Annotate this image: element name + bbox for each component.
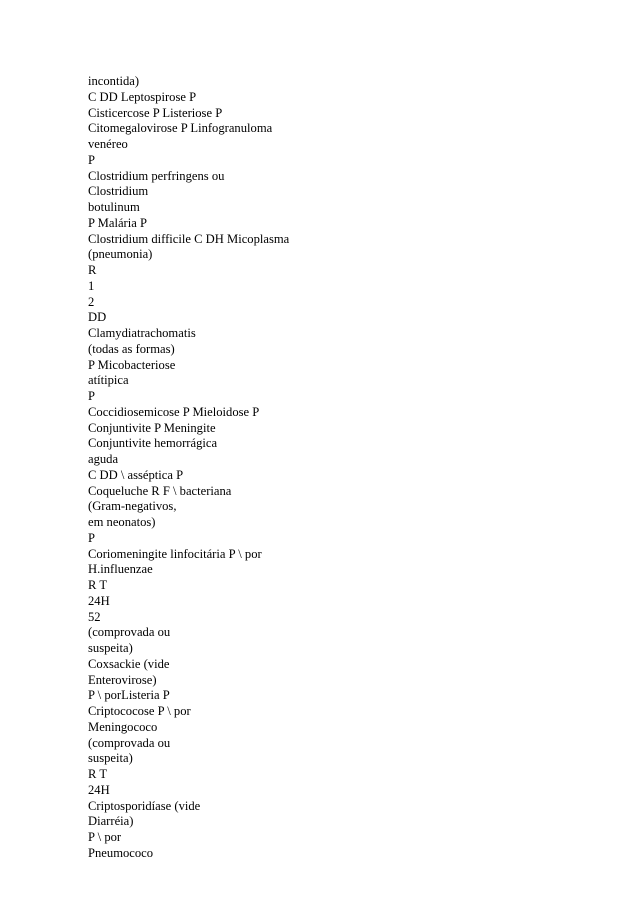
- text-line: 2: [88, 294, 95, 309]
- text-line: Clostridium perfringens ou: [88, 168, 225, 183]
- text-line: Conjuntivite hemorrágica: [88, 436, 218, 451]
- text-line: C DD Leptospirose P: [88, 89, 197, 104]
- text-line: H.influenzae: [88, 562, 153, 577]
- text-line: aguda: [88, 452, 119, 466]
- text-line: botulinum: [88, 200, 140, 214]
- text-line: P \ porListeria P: [88, 688, 170, 703]
- text-line: Enterovirose): [88, 672, 157, 687]
- text-line: R T: [88, 767, 108, 781]
- text-line: P Malária P: [88, 215, 147, 230]
- text-line: 1: [88, 278, 95, 293]
- text-line: 52: [88, 609, 101, 624]
- text-line: P: [88, 152, 96, 167]
- text-line: C DD \ asséptica P: [88, 467, 184, 482]
- text-line: DD: [88, 310, 107, 325]
- text-line: 24H: [88, 782, 110, 797]
- text-line: incontida): [88, 74, 140, 88]
- text-line: 24H: [88, 593, 110, 608]
- text-line: Diarréia): [88, 814, 134, 829]
- text-line: P: [88, 530, 96, 545]
- document-page: [88, 74, 608, 862]
- text-line: P \ por: [88, 830, 122, 844]
- text-line: Coriomeningite linfocitária P \ por: [88, 546, 262, 561]
- text-line: (pneumonia): [88, 247, 153, 262]
- text-line: Coxsackie (vide: [88, 656, 170, 671]
- text-line: Meningococo: [88, 719, 158, 734]
- text-line: venéreo: [88, 137, 128, 151]
- text-line: (Gram-negativos,: [88, 499, 177, 514]
- text-line: em neonatos): [88, 515, 156, 529]
- text-line: suspeita): [88, 641, 133, 655]
- text-line: Conjuntivite P Meningite: [88, 420, 216, 435]
- text-line: Criptosporidíase (vide: [88, 798, 201, 813]
- text-line: Clostridium: [88, 184, 149, 199]
- text-line: suspeita): [88, 751, 133, 766]
- text-line: P: [88, 389, 96, 403]
- text-line: R: [88, 263, 97, 277]
- text-line: Clostridium difficile C DH Micoplasma: [88, 231, 290, 246]
- text-line: R T: [88, 578, 108, 592]
- text-line: (todas as formas): [88, 341, 175, 356]
- text-line: (comprovada ou: [88, 735, 171, 750]
- text-line: Pneumococo: [88, 845, 154, 860]
- text-line: Citomegalovirose P Linfogranuloma: [88, 121, 273, 136]
- text-line: P Micobacteriose: [88, 357, 176, 372]
- text-line: Cisticercose P Listeriose P: [88, 105, 223, 120]
- text-line: Coqueluche R F \ bacteriana: [88, 483, 232, 498]
- text-line: Coccidiosemicose P Mieloidose P: [88, 404, 260, 419]
- text-line: Criptococose P \ por: [88, 704, 191, 718]
- text-line: (comprovada ou: [88, 625, 171, 640]
- text-line: atítipica: [88, 373, 129, 388]
- text-line: Clamydiatrachomatis: [88, 326, 196, 340]
